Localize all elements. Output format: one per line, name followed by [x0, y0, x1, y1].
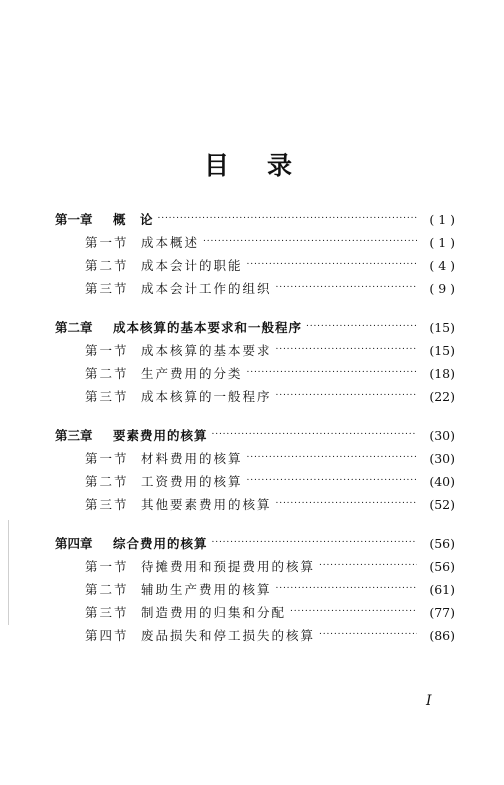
toc-chapter-1[interactable]	[55, 208, 455, 231]
toc-section-2-2[interactable]	[55, 362, 455, 385]
section-title: 其他要素费用的核算	[141, 497, 272, 512]
chapter-label: 第三章	[55, 428, 93, 443]
toc-section-4-2[interactable]	[55, 578, 455, 601]
page-number: (18)	[429, 366, 455, 381]
section-title: 成本核算的基本要求	[141, 343, 272, 358]
page-number: (30)	[429, 428, 455, 443]
section-label: 第一节	[85, 343, 129, 358]
section-label: 第三节	[85, 281, 129, 296]
dot-leader	[247, 362, 417, 385]
section-label: 第三节	[85, 605, 129, 620]
section-title: 待摊费用和预提费用的核算	[141, 559, 316, 574]
section-title: 材料费用的核算	[141, 451, 243, 466]
dot-leader	[319, 624, 417, 647]
section-title: 成本核算的一般程序	[141, 389, 272, 404]
section-title: 成本会计工作的组织	[141, 281, 272, 296]
dot-leader	[212, 532, 417, 555]
section-title: 生产费用的分类	[141, 366, 243, 381]
page-number: (15)	[429, 320, 455, 335]
chapter-label: 第二章	[55, 320, 93, 335]
section-label: 第三节	[85, 497, 129, 512]
section-label: 第二节	[85, 366, 129, 381]
section-title: 废品损失和停工损失的核算	[141, 628, 316, 643]
section-title: 成本会计的职能	[141, 258, 243, 273]
page-number: (15)	[429, 343, 455, 358]
page-number: (40)	[429, 474, 455, 489]
chapter-spacer	[55, 516, 455, 532]
toc-section-3-3[interactable]	[55, 493, 455, 516]
dot-leader	[290, 601, 417, 624]
chapter-spacer	[55, 408, 455, 424]
section-title: 制造费用的归集和分配	[141, 605, 287, 620]
toc-section-3-2[interactable]	[55, 470, 455, 493]
toc-title: 目录	[203, 151, 330, 180]
toc-chapter-2[interactable]	[55, 316, 455, 339]
section-title: 成本概述	[141, 235, 200, 250]
dot-leader	[276, 493, 417, 516]
dot-leader	[247, 254, 417, 277]
chapter-title: 成本核算的基本要求和一般程序	[113, 320, 303, 335]
page-number: (86)	[429, 628, 455, 643]
toc-section-4-1[interactable]	[55, 555, 455, 578]
chapter-spacer	[55, 300, 455, 316]
dot-leader	[306, 316, 417, 339]
page-number: (22)	[429, 389, 455, 404]
chapter-title: 概 论	[113, 212, 154, 227]
section-label: 第二节	[85, 258, 129, 273]
page-number: (77)	[429, 605, 455, 620]
page-number: ( 1 )	[429, 235, 455, 250]
dot-leader	[276, 578, 417, 601]
page-number: (52)	[429, 497, 455, 512]
chapter-title: 要素费用的核算	[113, 428, 208, 443]
dot-leader	[212, 424, 417, 447]
dot-leader	[247, 447, 417, 470]
dot-leader	[247, 470, 417, 493]
chapter-label: 第一章	[55, 212, 93, 227]
section-label: 第一节	[85, 235, 129, 250]
section-title: 辅助生产费用的核算	[141, 582, 272, 597]
scan-edge-line	[8, 520, 9, 625]
table-of-contents	[55, 208, 455, 647]
toc-section-1-1[interactable]	[55, 231, 455, 254]
toc-section-1-3[interactable]	[55, 277, 455, 300]
dot-leader	[276, 385, 417, 408]
toc-section-4-3[interactable]	[55, 601, 455, 624]
toc-section-2-3[interactable]	[55, 385, 455, 408]
page-folio: I	[426, 693, 432, 709]
page-number: (61)	[429, 582, 455, 597]
chapter-label: 第四章	[55, 536, 93, 551]
dot-leader	[319, 555, 417, 578]
toc-section-2-1[interactable]	[55, 339, 455, 362]
section-label: 第二节	[85, 582, 129, 597]
toc-section-4-4[interactable]	[55, 624, 455, 647]
page-number: (30)	[429, 451, 455, 466]
section-label: 第一节	[85, 451, 129, 466]
section-label: 第四节	[85, 628, 129, 643]
chapter-title: 综合费用的核算	[113, 536, 208, 551]
page-number: ( 1 )	[429, 212, 455, 227]
toc-chapter-3[interactable]	[55, 424, 455, 447]
page-number: (56)	[429, 559, 455, 574]
section-label: 第二节	[85, 474, 129, 489]
page-number: (56)	[429, 536, 455, 551]
dot-leader	[276, 339, 417, 362]
page-number: ( 9 )	[429, 281, 455, 296]
dot-leader	[276, 277, 417, 300]
dot-leader	[158, 208, 417, 231]
page-number: ( 4 )	[429, 258, 455, 273]
section-title: 工资费用的核算	[141, 474, 243, 489]
toc-section-1-2[interactable]	[55, 254, 455, 277]
dot-leader	[203, 231, 417, 254]
toc-chapter-4[interactable]	[55, 532, 455, 555]
section-label: 第一节	[85, 559, 129, 574]
section-label: 第三节	[85, 389, 129, 404]
toc-section-3-1[interactable]	[55, 447, 455, 470]
